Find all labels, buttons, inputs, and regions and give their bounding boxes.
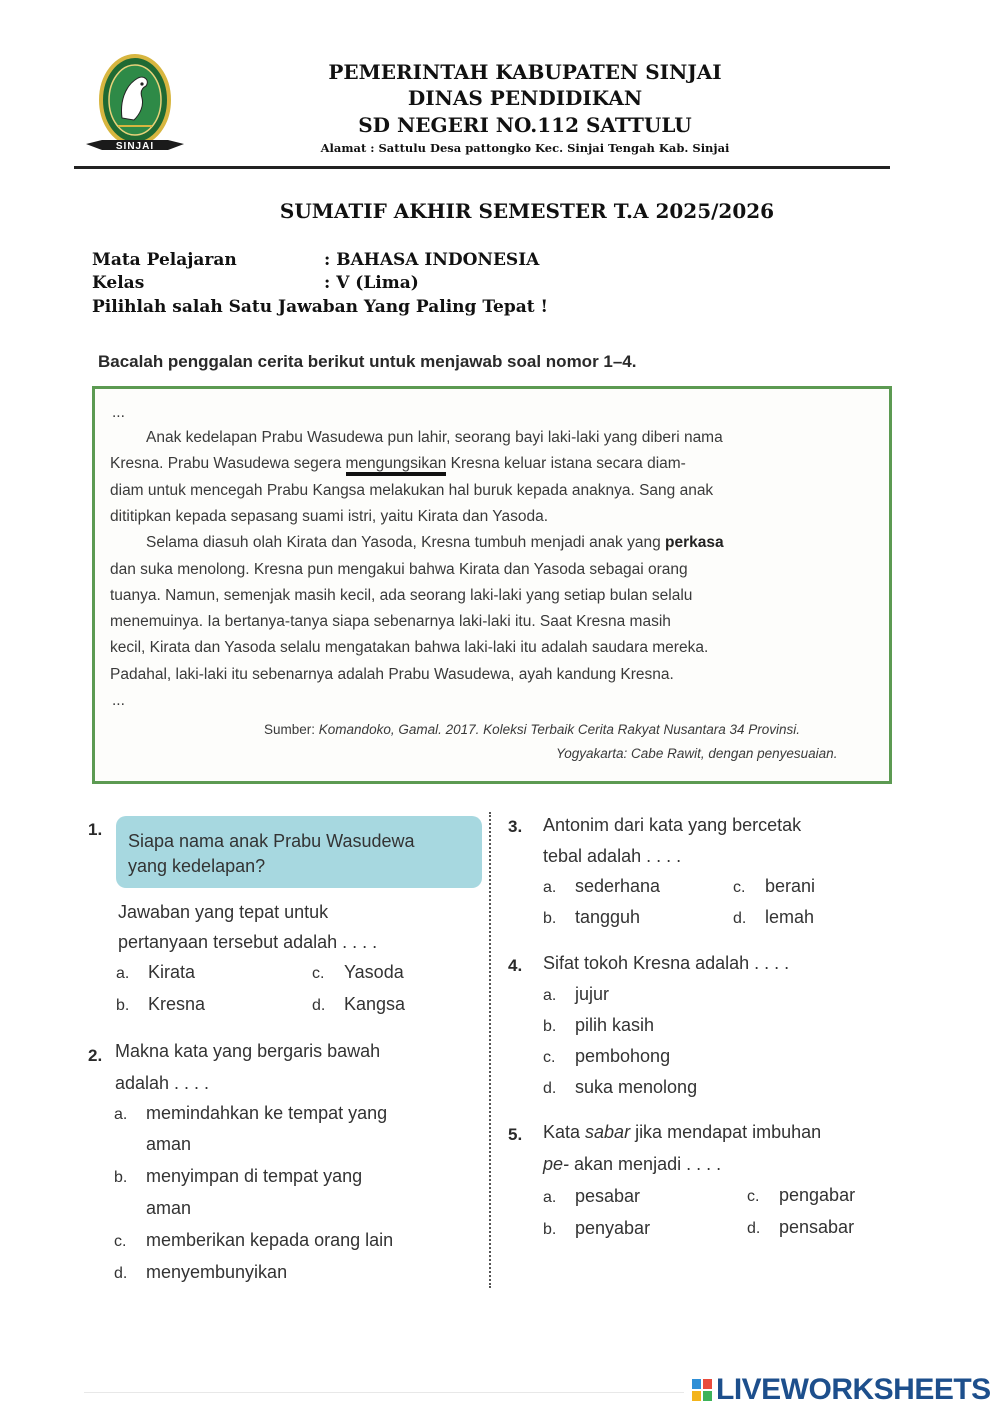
answer-option[interactable] [733,907,814,928]
option-text: suka menolong [575,1077,698,1097]
header-government: PEMERINTAH KABUPATEN SINJAI [328,60,722,84]
question-part: Kata [543,1122,586,1142]
answer-option[interactable] [114,1230,393,1251]
option-letter: d. [312,997,326,1014]
subject-label: Mata Pelajaran [92,250,237,270]
option-text: pesabar [575,1186,641,1206]
option-text: menyembunyikan [146,1262,288,1282]
answer-option[interactable] [543,1046,670,1067]
callout-text: yang kedelapan? [128,856,266,876]
answer-option[interactable] [543,1077,697,1098]
answer-option[interactable] [116,994,205,1015]
passage-line [110,455,686,473]
callout-text: Siapa nama anak Prabu Wasudewa [128,831,415,851]
question-text: tebal adalah . . . . [543,846,682,866]
passage-source-2: Yogyakarta: Cabe Rawit, dengan penyesuaian. [556,746,838,761]
answer-option[interactable] [747,1185,855,1206]
option-text: berani [765,876,816,896]
footer-line [84,1392,684,1393]
option-text: pilih kasih [575,1015,655,1035]
answer-option[interactable] [543,907,640,928]
option-letter: b. [543,1018,557,1035]
header-address: Alamat : Sattulu Desa pattongko Kec. Sinjai Tengah Kab. Sinjai [320,141,730,155]
question-text: Makna kata yang bergaris bawah [115,1041,381,1061]
option-letter: c. [114,1233,127,1250]
option-letter: b. [543,1221,557,1238]
question-number: 2. [88,1046,103,1065]
answer-option[interactable] [543,1186,640,1207]
option-text: jujur [575,984,610,1004]
option-letter: d. [733,910,747,927]
passage-line: menemuinya. Ia bertanya-tanya siapa sebenarnya laki-laki itu. Saat Kresna masih [110,613,671,630]
question-number: 4. [508,956,523,975]
answer-option-cont: aman [146,1198,192,1218]
underlined-word: mengungsikan [346,455,447,476]
answer-option[interactable] [312,962,404,983]
passage-line: dan suka menolong. Kresna pun mengakui bahwa Kirata dan Yasoda sebagai orang [110,561,688,578]
option-text: memberikan kepada orang lain [146,1230,394,1250]
question-text: adalah . . . . [115,1073,210,1093]
passage-line: dititipkan kepada sepasang suami istri, yaitu Kirata dan Yasoda. [110,508,548,525]
class-label: Kelas [92,273,145,293]
question-text: Jawaban yang tepat untuk [118,902,329,922]
question-part: akan menjadi . . . . [569,1154,722,1174]
exam-title: SUMATIF AKHIR SEMESTER T.A 2025/2026 [279,199,775,223]
option-letter: b. [116,997,130,1014]
liveworksheets-logo-icon [691,1378,713,1402]
option-letter: a. [543,987,557,1004]
option-letter: c. [747,1188,760,1205]
passage-line: tuanya. Namun, semenjak masih kecil, ada seorang laki-laki yang setiap bulan selalu [110,587,693,604]
question-text: Antonim dari kata yang bercetak [543,815,802,835]
option-letter: a. [114,1106,128,1123]
question-part: jika mendapat imbuhan [630,1122,822,1142]
passage-text: Kresna keluar istana secara diam- [446,455,686,472]
option-letter: d. [747,1220,761,1237]
answer-option[interactable] [114,1262,287,1283]
option-letter: a. [543,879,557,896]
option-text: pengabar [779,1185,856,1205]
answer-option[interactable] [114,1166,362,1187]
instruction: Pilihlah salah Satu Jawaban Yang Paling Tepat ! [92,297,548,317]
question-text [543,1154,721,1175]
option-text: pembohong [575,1046,671,1066]
option-text: Kangsa [344,994,406,1014]
header-department: DINAS PENDIDIKAN [407,86,643,110]
passage-line: Anak kedelapan Prabu Wasudewa pun lahir, seorang bayi laki-laki yang diberi nama [146,429,723,446]
option-text: penyabar [575,1218,651,1238]
answer-option-cont: aman [146,1134,192,1154]
passage-line: kecil, Kirata dan Yasoda selalu mengatakan bahwa laki-laki itu adalah saudara mereka. [110,639,709,656]
answer-option[interactable] [543,1015,654,1036]
logo-banner-text: SINJAI [115,141,155,152]
header-school: SD NEGERI NO.112 SATTULU [358,113,692,137]
answer-option[interactable] [312,994,405,1015]
class-value: : V (Lima) [324,273,419,293]
option-letter: a. [543,1189,557,1206]
question-number: 5. [508,1125,523,1144]
question-text: pertanyaan tersebut adalah . . . . [118,932,378,952]
passage-ellipsis-top: ... [112,404,125,421]
option-text: Kresna [148,994,206,1014]
liveworksheets-brand[interactable]: LIVEWORKSHEETS [716,1373,991,1406]
bold-word: perkasa [665,534,724,551]
option-letter: d. [543,1080,557,1097]
passage-line: diam untuk mencegah Prabu Kangsa melakukan hal buruk kepada anaknya. Sang anak [110,482,714,499]
option-letter: c. [543,1049,556,1066]
question-italic: sabar [585,1122,631,1142]
option-letter: a. [116,965,130,982]
answer-option[interactable] [543,876,660,897]
option-text: pensabar [779,1217,855,1237]
option-letter: b. [543,910,557,927]
answer-option[interactable] [747,1217,854,1238]
question-number: 3. [508,817,523,836]
option-letter: c. [733,879,746,896]
source-citation: Komandoko, Gamal. 2017. Koleksi Terbaik Cerita Rakyat Nusantara 34 Provinsi. [318,722,801,737]
question-text: Sifat tokoh Kresna adalah . . . . [543,953,790,973]
question-text [543,1122,821,1143]
column-divider [489,812,491,1288]
reading-prompt: Bacalah penggalan cerita berikut untuk menjawab soal nomor 1–4. [98,352,637,371]
header-divider [74,166,890,169]
answer-option[interactable] [543,1218,650,1239]
option-text: sederhana [575,876,661,896]
question-italic: pe- [543,1154,570,1174]
passage-source [264,722,800,737]
option-letter: d. [114,1265,128,1282]
source-label: Sumber: [264,722,319,737]
passage-text: Kresna. Prabu Wasudewa segera [110,455,346,472]
option-text: Kirata [148,962,196,982]
answer-option[interactable] [114,1103,387,1124]
answer-option[interactable] [543,984,609,1005]
option-text: lemah [765,907,815,927]
answer-option[interactable] [116,962,195,983]
option-text: menyimpan di tempat yang [146,1166,363,1186]
question-callout [116,816,482,888]
option-letter: c. [312,965,325,982]
option-text: Yasoda [344,962,404,982]
option-letter: b. [114,1169,128,1186]
answer-option[interactable] [733,876,815,897]
passage-line [146,534,724,552]
option-text: memindahkan ke tempat yang [146,1103,388,1123]
subject-value: : BAHASA INDONESIA [324,250,540,270]
passage-text: Selama diasuh olah Kirata dan Yasoda, Kresna tumbuh menjadi anak yang [146,534,666,551]
option-text: tangguh [575,907,641,927]
question-number: 1. [88,820,103,839]
passage-line: Padahal, laki-laki itu sebenarnya adalah Prabu Wasudewa, ayah kandung Kresna. [110,666,674,683]
passage-ellipsis-bottom: ... [112,692,125,709]
